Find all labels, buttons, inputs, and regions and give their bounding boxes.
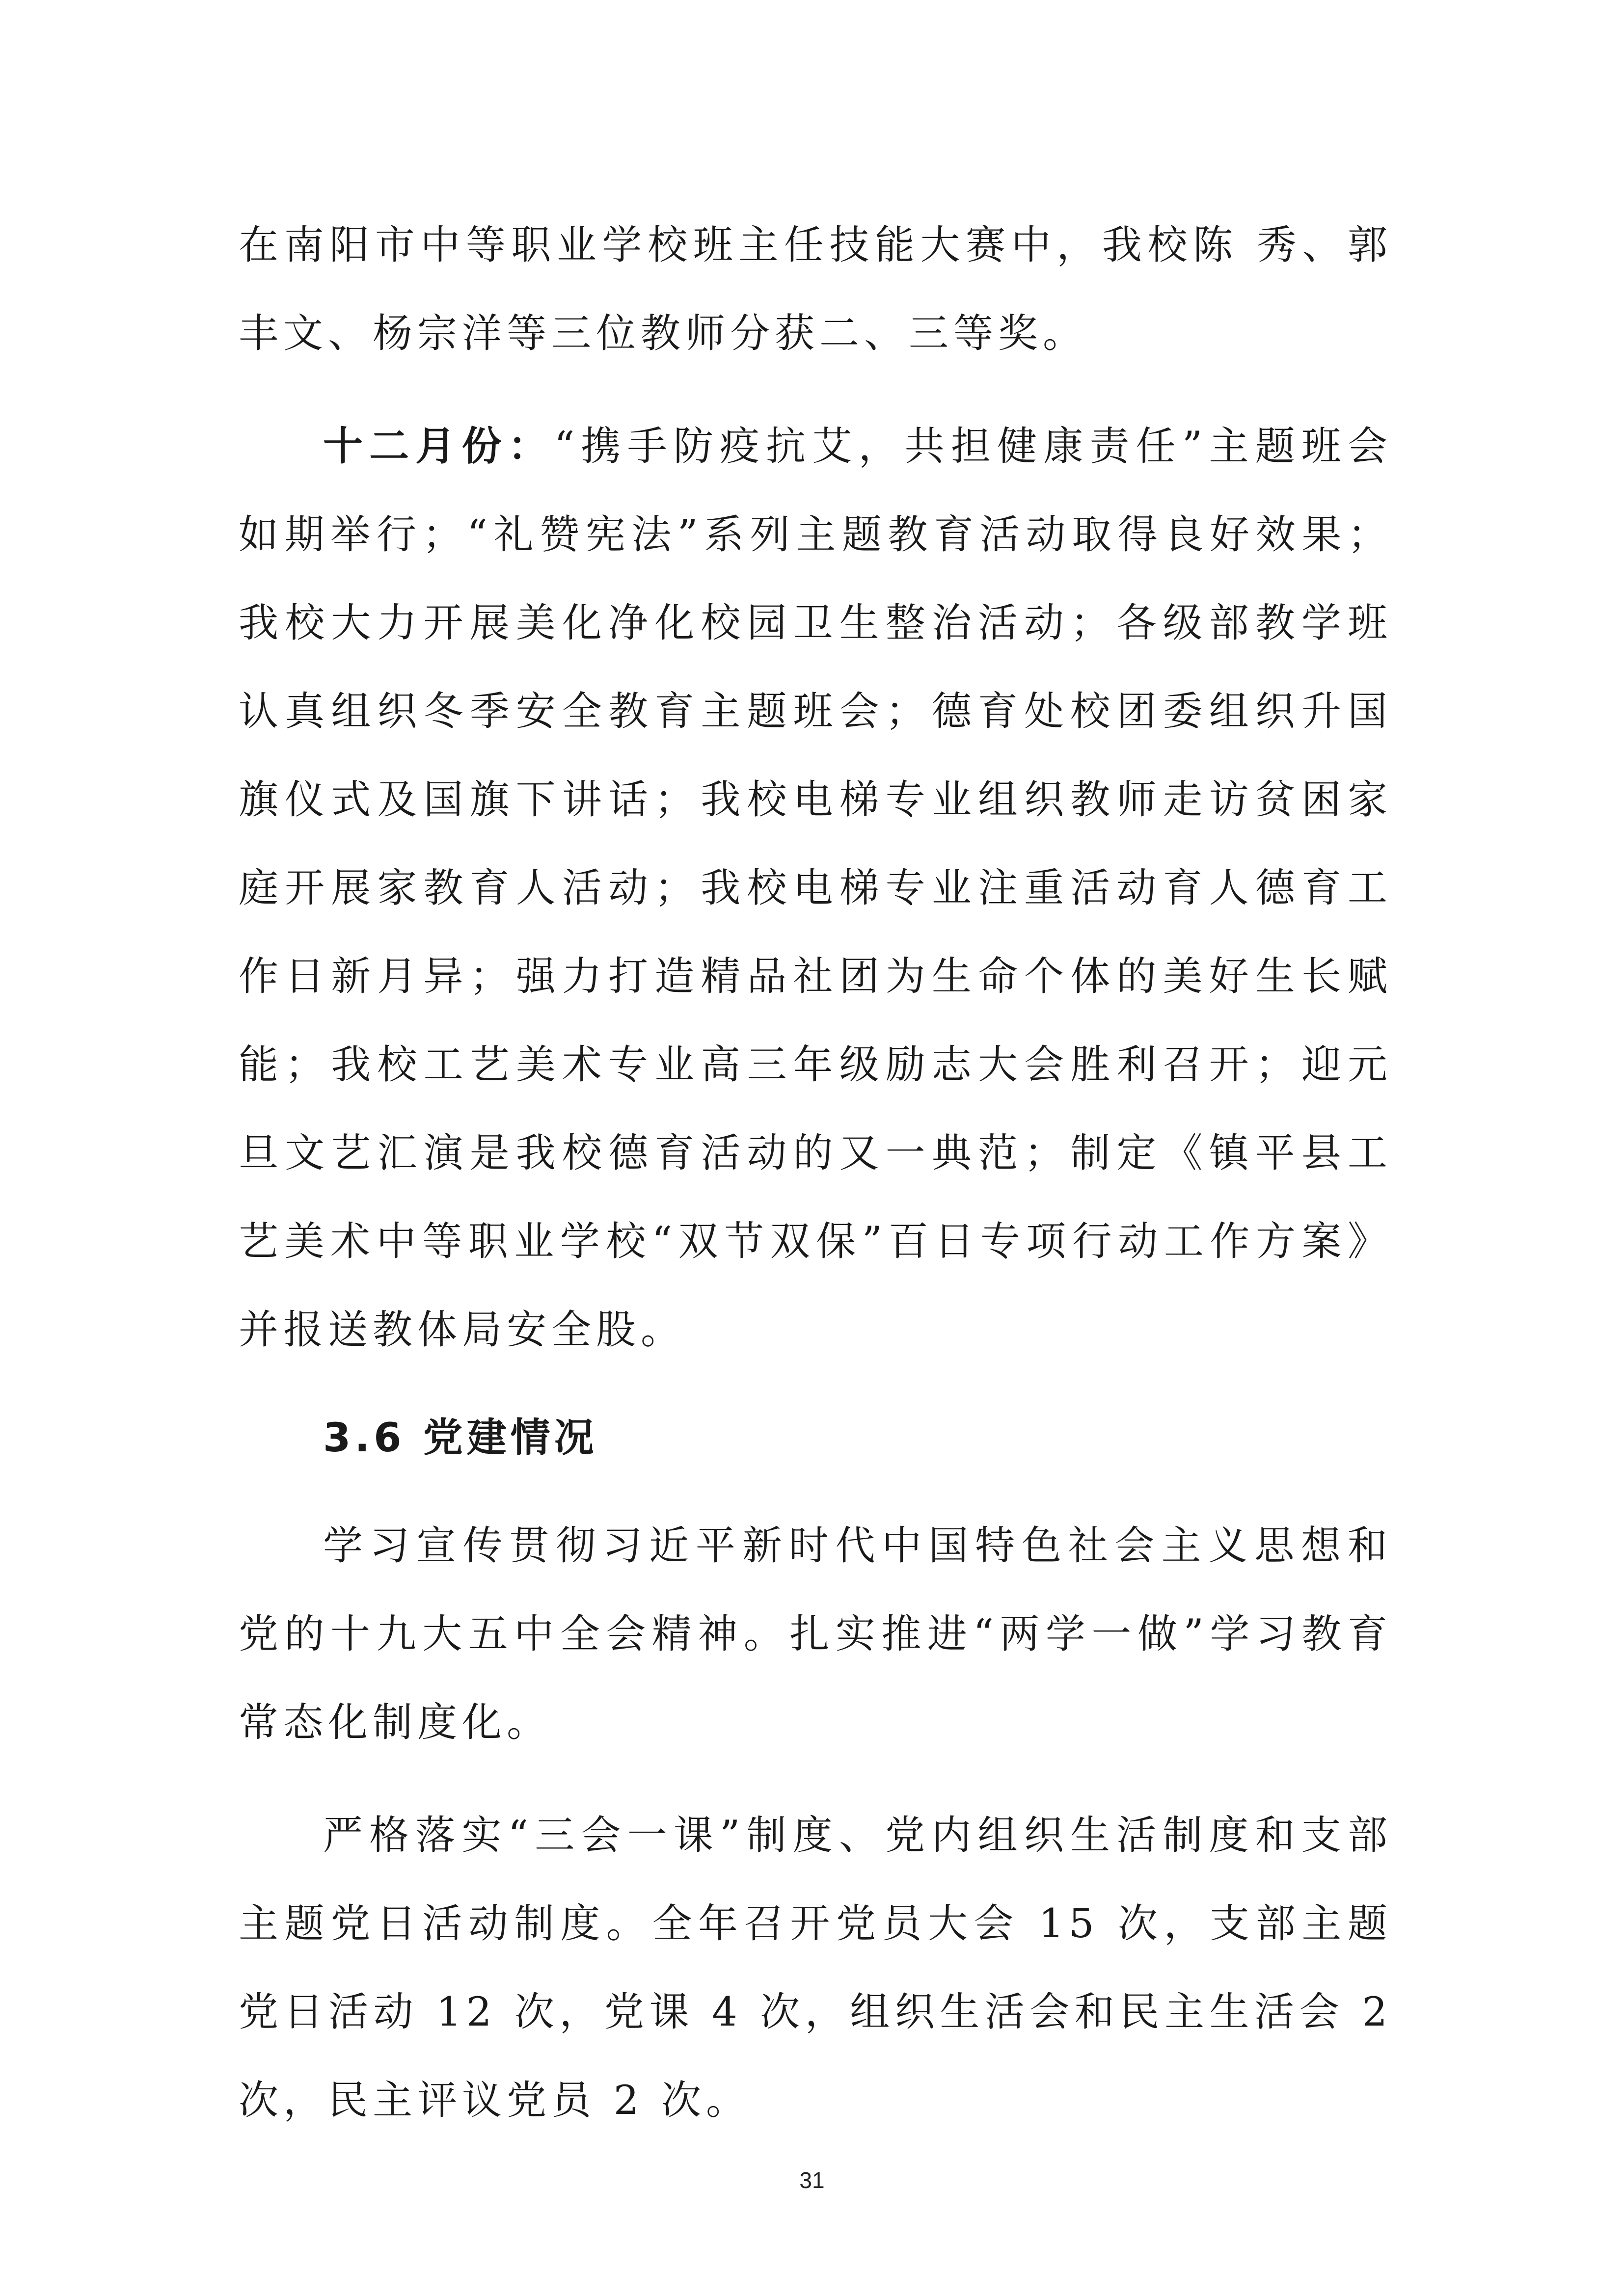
paragraph-gap (239, 1767, 1392, 1791)
paragraph-party-system: 严格落实“三会一课”制度、党内组织生活制度和支部主题党日活动制度。全年召开党员大会 15 次，支部主题党日活动 12 次，党课 4 次，组织生活会和民主生活会 2 次，民主评议党员 2 次。 (239, 1813, 1392, 2124)
paragraph-gap (239, 1374, 1392, 1394)
december-body-text: “携手防疫抗艾，共担健康责任”主题班会如期举行；“礼赞宪法”系列主题教育活动取得良好效果；我校大力开展美化净化校园卫生整治活动；各级部教学班认真组织冬季安全教育主题班会；德育处校团委组织升国旗仪式及国旗下讲话；我校电梯专业组织教师走访贫困家庭开展家教育人活动；我校电梯专业注重活动育人德育工作日新月异；强力打造精品社团为生命个体的美好生长赋能；我校工艺美术专业高三年级励志大会胜利召开；迎元旦文艺汇演是我校德育活动的又一典范；制定《镇平县工艺美术中等职业学校“双节双保”百日专项行动工作方案》并报送教体局安全股。 (239, 424, 1392, 1353)
page-number: 31 (799, 2167, 825, 2193)
paragraph-december (239, 402, 1392, 1374)
december-lead-label: 十二月份： (323, 423, 554, 470)
page-body (239, 201, 1392, 2145)
paragraph-competition-awards: 在南阳市中等职业学校班主任技能大赛中，我校陈 秀、郭丰文、杨宗洋等三位教师分获二、三等奖。 (239, 222, 1392, 357)
paragraph-party-study: 学习宣传贯彻习近平新时代中国特色社会主义思想和党的十九大五中全会精神。扎实推进“两学一做”学习教育常态化制度化。 (239, 1523, 1392, 1746)
section-heading-3-6: 3.6 党建情况 (323, 1415, 598, 1461)
paragraph-gap (239, 1482, 1392, 1502)
paragraph-gap (239, 378, 1392, 402)
